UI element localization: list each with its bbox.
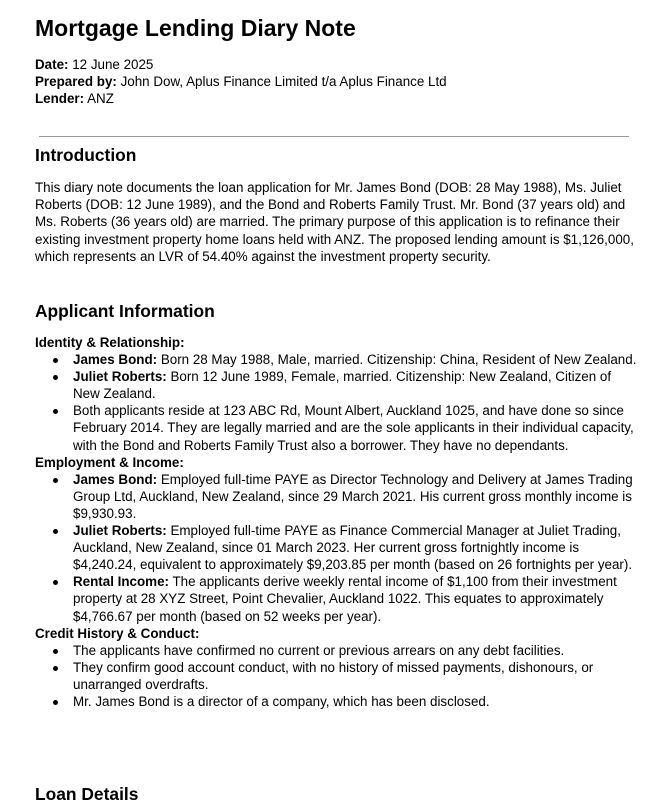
meta-label: Date: bbox=[35, 57, 69, 72]
introduction-paragraph: This diary note documents the loan application for Mr. James Bond (DOB: 28 May 1988), Ms. Juliet Roberts (DOB: 12 June 1989), and the Bond and Roberts Family Trust. Mr. Bond (37 years old) and Ms. Roberts (36 years old) are married. The primary purpose of this application is to refinance their existing investment property home loans held with ANZ. The proposed lending amount is $1,126,000, which represents an LVR of 54.40% against the investment property security. bbox=[35, 180, 634, 264]
list-item bbox=[35, 471, 639, 522]
identity-list bbox=[35, 351, 639, 454]
meta-lender bbox=[35, 90, 447, 107]
item-text: Born 28 May 1988, Male, married. Citizenship: China, Resident of New Zealand. bbox=[157, 352, 637, 368]
meta-label: Prepared by: bbox=[35, 74, 117, 89]
horizontal-divider bbox=[39, 136, 629, 137]
identity-subheading: Identity & Relationship: bbox=[35, 335, 185, 350]
item-text: Mr. James Bond is a director of a company, which has been disclosed. bbox=[73, 693, 490, 709]
item-label: Rental Income: bbox=[73, 574, 169, 590]
list-item bbox=[35, 368, 639, 402]
loan-details-heading: Loan Details bbox=[35, 784, 139, 804]
list-item bbox=[35, 402, 639, 453]
applicant-information-heading: Applicant Information bbox=[35, 301, 215, 321]
employment-subheading: Employment & Income: bbox=[35, 454, 184, 470]
applicant-information-section bbox=[35, 334, 639, 710]
list-item bbox=[35, 693, 639, 710]
list-item bbox=[35, 522, 639, 573]
credit-list bbox=[35, 642, 639, 710]
meta-value: ANZ bbox=[84, 91, 114, 106]
meta-value: John Dow, Aplus Finance Limited t/a Aplus Finance Ltd bbox=[116, 74, 447, 89]
item-label: James Bond: bbox=[73, 352, 158, 368]
item-text: Born 12 June 1989, Female, married. Citizenship: New Zealand, Citizen of New Zealand. bbox=[73, 369, 612, 402]
item-text: Employed full-time PAYE as Finance Commercial Manager at Juliet Trading, Auckland, New Zealand, since 01 March 2023. Her current gross fortnightly income is $4,240.24, equivalent to approximately $9,203.85 per month (based on 26 fortnights per year). bbox=[73, 523, 633, 573]
meta-date bbox=[35, 56, 447, 73]
meta-value: 12 June 2025 bbox=[68, 57, 154, 72]
list-item bbox=[35, 659, 639, 693]
credit-subheading: Credit History & Conduct: bbox=[35, 625, 200, 641]
item-label: James Bond: bbox=[73, 471, 158, 487]
list-item bbox=[35, 351, 639, 368]
introduction-heading: Introduction bbox=[35, 145, 137, 165]
meta-label: Lender: bbox=[35, 91, 85, 106]
meta-prepared-by bbox=[35, 73, 447, 90]
document-title: Mortgage Lending Diary Note bbox=[35, 15, 356, 41]
item-text: The applicants have confirmed no current or previous arrears on any debt facilities. bbox=[73, 642, 565, 658]
item-label: Juliet Roberts: bbox=[73, 369, 167, 385]
item-text: The applicants derive weekly rental income of $1,100 from their investment property at 28 XYZ Street, Point Chevalier, Auckland 1022. This equates to approximately $4,766.67 per month (based on 52 weeks per year). bbox=[73, 574, 617, 624]
list-item bbox=[35, 573, 639, 624]
item-text: They confirm good account conduct, with no history of missed payments, dishonours, or unarranged overdrafts. bbox=[73, 659, 594, 692]
document-meta bbox=[35, 56, 447, 107]
item-text: Both applicants reside at 123 ABC Rd, Mount Albert, Auckland 1025, and have done so since February 2014. They are legally married and are the sole applicants in their individual capacity, with the Bond and Roberts Family Trust also a borrower. They have no dependants. bbox=[73, 403, 634, 453]
list-item bbox=[35, 642, 639, 659]
employment-list bbox=[35, 471, 639, 625]
item-text: Employed full-time PAYE as Director Technology and Delivery at James Trading Group Ltd, Auckland, New Zealand, since 29 March 2021. His current gross monthly income is $9,930.93. bbox=[73, 471, 633, 521]
item-label: Juliet Roberts: bbox=[73, 523, 167, 539]
